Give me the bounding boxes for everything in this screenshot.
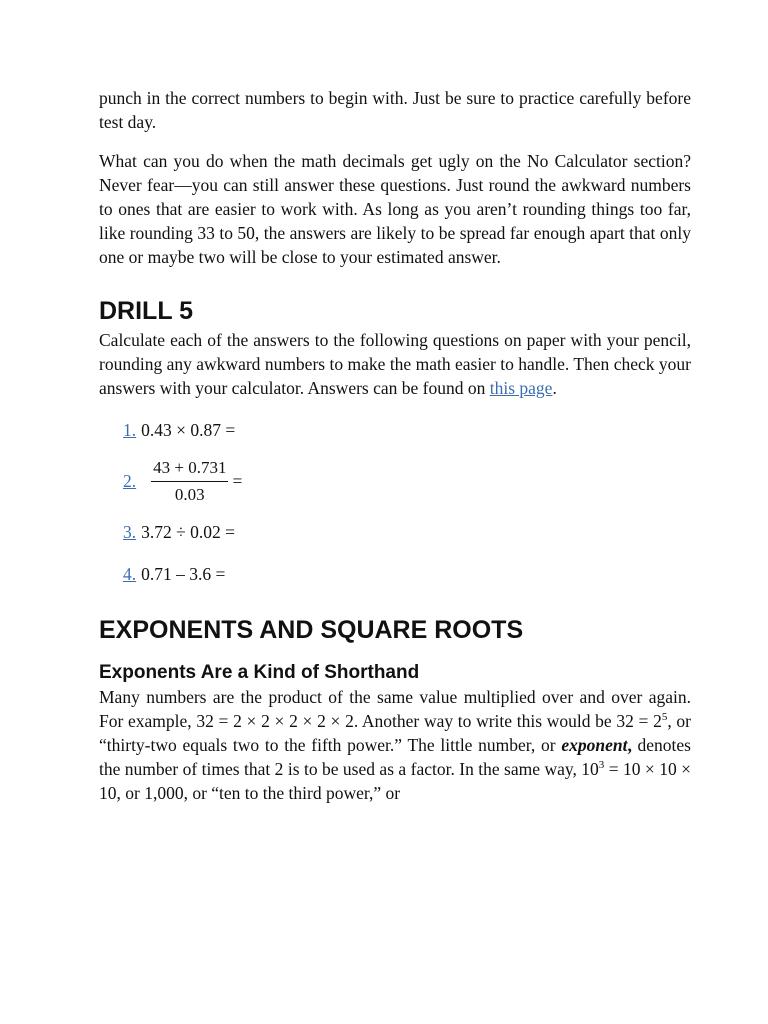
- drill-instructions-end: .: [552, 378, 557, 398]
- question-2-link[interactable]: 2.: [123, 470, 137, 491]
- exponent-3: 3: [598, 759, 605, 772]
- question-2-fraction: [151, 457, 228, 506]
- question-4-expression: 0.71 – 3.6 =: [141, 563, 226, 584]
- question-2-equals: =: [232, 470, 243, 491]
- question-1-link[interactable]: 1.: [123, 419, 137, 440]
- exponent-term-comma: ,: [627, 735, 632, 755]
- exponent-term: exponent: [561, 735, 628, 755]
- rounding-paragraph: What can you do when the math decimals get ugly on the No Calculator section? Never fear—you can still answer these questions. Just round the awkward numbers to ones that are easier to work with. As long as you aren’t rounding things too far, like rounding 33 to 50, the answers are likely to be spread far enough apart that only one or maybe two will be close to your estimated answer.: [99, 151, 691, 267]
- exponents-paragraph: [99, 685, 691, 805]
- drill-instructions-text: Calculate each of the answers to the following questions on paper with your pencil, rounding any awkward numbers to make the math easier to handle. Then check your answers with your calculator. Answers can be found on: [99, 330, 691, 398]
- drill-question-list: [123, 418, 691, 586]
- drill-question-2: [123, 456, 691, 506]
- exponents-text-c: denotes the number of times that 2 is to be used as a factor. In the same way, 10: [99, 735, 691, 779]
- subsection-heading: Exponents Are a Kind of Shorthand: [99, 662, 420, 683]
- exponents-text-b: , or “thirty-two equals two to the fifth power.” The little number, or: [99, 711, 692, 755]
- drill-heading: DRILL 5: [99, 297, 193, 325]
- exponent-5: 5: [661, 711, 668, 724]
- question-3-link[interactable]: 3.: [123, 521, 137, 542]
- intro-paragraph: punch in the correct numbers to begin with. Just be sure to practice carefully before test day.: [99, 88, 691, 132]
- question-4-link[interactable]: 4.: [123, 563, 137, 584]
- answers-page-link[interactable]: this page: [489, 378, 553, 398]
- drill-instructions: [99, 328, 691, 400]
- drill-question-4: [123, 562, 691, 586]
- question-3-expression: 3.72 ÷ 0.02 =: [141, 521, 235, 542]
- section-heading: EXPONENTS AND SQUARE ROOTS: [99, 616, 524, 644]
- drill-question-1: [123, 418, 691, 442]
- fraction-denominator: 0.03: [174, 484, 205, 504]
- exponents-text-d: = 10 × 10 × 10, or 1,000, or “ten to the third power,” or: [99, 759, 691, 803]
- exponents-text-a: Many numbers are the product of the same value multiplied over and over again. For example, 32 = 2 × 2 × 2 × 2 × 2. Another way to write this would be 32 = 2: [99, 687, 691, 731]
- question-1-expression: 0.43 × 0.87 =: [141, 419, 236, 440]
- fraction-numerator: 43 + 0.731: [151, 457, 228, 482]
- drill-question-3: [123, 520, 691, 544]
